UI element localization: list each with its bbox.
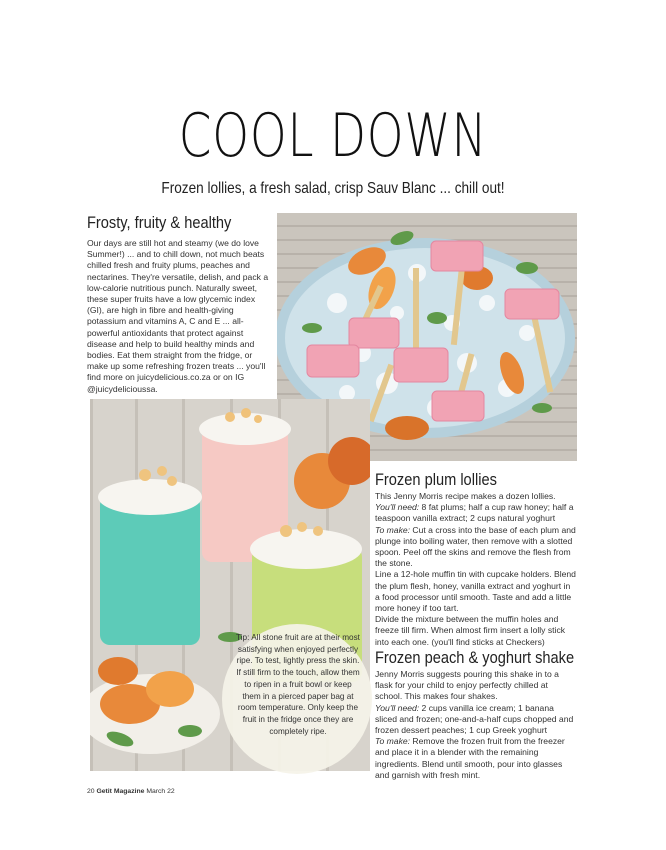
intro-heading: Frosty, fruity & healthy	[87, 213, 232, 232]
intro-body: Our days are still hot and steamy (we do love Summer!) ... and to chill down, not much beats chilled fresh and fruity plums, peaches and nectarines. They're versatile, delish, and pack a low-calorie nutritious punch. Naturally sweet, these super fruits have a low glycemic index (GI), are high in fibre and health-giving potassium and vitamins A, C and E ... all-powerful antioxidants that protect against disease and help to build healthy minds and bodies. Eat them straight from the fridge, or make up some refreshing frozen treats ... you'll find more on juicydelicious.co.za or on IG @juicydelicioussa.	[87, 238, 269, 394]
peach-need-label: You'll need:	[375, 702, 420, 713]
peach-ingredients: 2 cups vanilla ice cream; 1 banana sliced and frozen; one-and-a-half cups chopped and frozen dessert peaches; 1 cup Greek yoghurt	[375, 702, 574, 736]
peach-shake-body	[375, 669, 577, 781]
plum-step-2: Line a 12-hole muffin tin with cupcake holders. Blend the plum flesh, honey, vanilla extract and yoghurt in a food processor until smooth. Taste and add a little more honey if too tart.	[375, 569, 576, 614]
plum-lollies-heading: Frozen plum lollies	[375, 470, 497, 489]
plum-step-3: Divide the mixture between the muffin holes and freeze till firm. When almost firm insert a lolly stick into each one. (you'll find sticks at Checkers)	[375, 614, 566, 647]
plum-method: Cut a cross into the base of each plum and plunge into boiling water, then remove with a slotted spoon. Peel off the skins and remove the flesh from the stone.	[375, 524, 576, 569]
peach-method: Remove the frozen fruit from the freezer and place it in a blender with the remaining ingredients. Blend until smooth, pour into glasses and garnish with fresh mint.	[375, 736, 565, 780]
plum-make-label: To make:	[375, 524, 411, 535]
plum-need-label: You'll need:	[375, 502, 420, 513]
peach-intro: Jenny Morris suggests pouring this shake in to a flask for your child to enjoy perfectly chilled at school. This makes four shakes.	[375, 669, 559, 702]
page-footer	[87, 788, 175, 795]
peach-shake-heading: Frozen peach & yoghurt shake	[375, 648, 575, 667]
page-number: 20	[87, 788, 95, 795]
magazine-name: Getit Magazine	[96, 788, 145, 795]
page-subtitle: Frozen lollies, a fresh salad, crisp Sauv Blanc ... chill out!	[161, 180, 505, 197]
plum-lollies-body	[375, 491, 577, 648]
issue-date: March 22	[146, 788, 175, 795]
plum-ingredients: 8 fat plums; half a cup raw honey; half a teaspoon vanilla extract; 2 cups natural yoghurt	[375, 502, 574, 524]
tip-text: Tip: All stone fruit are at their most satisfying when enjoyed perfectly ripe. To test, lightly press the skin. If still firm to the touch, allow them to ripen in a fruit bowl or keep them in a pierced paper bag at room temperature. Only keep the fruit in the fridge once they are completely ripe.	[236, 633, 360, 736]
peach-make-label: To make:	[375, 736, 411, 747]
plum-intro: This Jenny Morris recipe makes a dozen lollies.	[375, 491, 556, 501]
page-title: COOL DOWN	[178, 101, 488, 171]
